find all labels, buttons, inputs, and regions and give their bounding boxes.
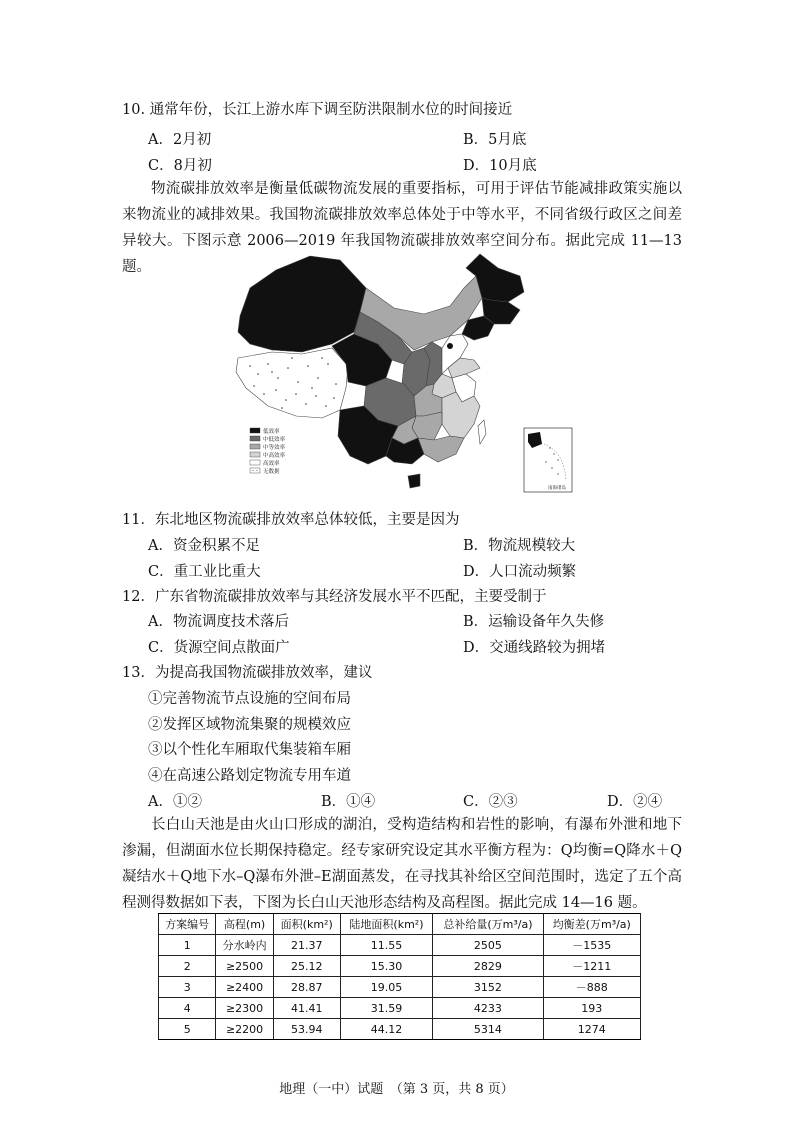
q13-item-3: ③以个性化车厢取代集装箱车厢 [148, 742, 351, 758]
cell: 19.05 [340, 977, 433, 998]
q12-option-a: A．物流调度技术落后 [148, 614, 289, 630]
svg-text:中等效率: 中等效率 [263, 445, 286, 451]
cell: －888 [543, 977, 640, 998]
svg-text:低效率: 低效率 [263, 429, 280, 435]
passage-tianchi: 长白山天池是由火山口形成的湖泊，受构造结构和岩性的影响，有瀑布外泄和地下渗漏，但湖面水位长期保持稳定。经专家研究设定其水平衡方程为：Q均衡=Q降水＋Q凝结水＋Q地下水–Q瀑布外泄–E湖面蒸发，在寻找其补给区空间范围时，选定了五个高程测得数据如下表，下图为长白山天池形态结构及高程图。据此完成 14—16 题。 [122, 817, 682, 911]
q13-stem: 13．为提高我国物流碳排放效率，建议 [122, 665, 373, 681]
svg-text:无数据: 无数据 [263, 469, 280, 475]
cell: 5 [159, 1019, 216, 1040]
cell: 31.59 [340, 998, 433, 1019]
cell: 2829 [433, 956, 543, 977]
col-header: 面积(km²) [273, 914, 340, 935]
q10-option-b: B．5月底 [463, 132, 527, 148]
cell: 53.94 [273, 1019, 340, 1040]
china-efficiency-map [228, 248, 580, 498]
cell: 3 [159, 977, 216, 998]
cell: －1535 [543, 935, 640, 956]
col-header: 总补给量(万m³/a) [433, 914, 543, 935]
cell: －1211 [543, 956, 640, 977]
q11-stem: 11．东北地区物流碳排放效率总体较低，主要是因为 [122, 512, 460, 528]
q13-item-2: ②发挥区域物流集聚的规模效应 [148, 717, 351, 733]
q13-option-b: B．①④ [321, 794, 376, 810]
q12-option-c: C．货源空间点散面广 [148, 640, 290, 656]
cell: 分水岭内 [216, 935, 273, 956]
cell: 3152 [433, 977, 543, 998]
passage-logistics: 物流碳排放效率是衡量低碳物流发展的重要指标，可用于评估节能减排政策实施以来物流业的减排效果。我国物流碳排放效率总体处于中等水平，不同省级行政区之间差异较大。下图示意 2006—2019 年我国物流碳排放效率空间分布。据此完成 11—13 题。 [122, 181, 682, 275]
col-header: 方案编号 [159, 914, 216, 935]
q13-item-4: ④在高速公路划定物流专用车道 [148, 768, 351, 784]
cell: 21.37 [273, 935, 340, 956]
cell: 4233 [433, 998, 543, 1019]
cell: 1 [159, 935, 216, 956]
q10-option-d: D．10月底 [463, 158, 537, 174]
cell: 4 [159, 998, 216, 1019]
table-row [159, 1019, 641, 1040]
svg-text:中高效率: 中高效率 [263, 453, 286, 459]
q11-option-d: D．人口流动频繁 [463, 564, 577, 580]
cell: 5314 [433, 1019, 543, 1040]
table-row [159, 935, 641, 956]
q11-option-c: C．重工业比重大 [148, 564, 261, 580]
q10-option-c: C．8月初 [148, 158, 212, 174]
q10-stem: 10. 通常年份，长江上游水库下调至防洪限制水位的时间接近 [122, 102, 513, 118]
q11-option-a: A．资金积累不足 [148, 538, 260, 554]
cell: 1274 [543, 1019, 640, 1040]
col-header: 高程(m) [216, 914, 273, 935]
q12-stem: 12．广东省物流碳排放效率与其经济发展水平不匹配，主要受制于 [122, 589, 547, 605]
cell: ≥2200 [216, 1019, 273, 1040]
q13-option-a: A．①② [148, 794, 202, 810]
cell: 15.30 [340, 956, 433, 977]
q11-option-b: B．物流规模较大 [463, 538, 576, 554]
q13-option-d: D．②④ [607, 794, 663, 810]
cell: 11.55 [340, 935, 433, 956]
q13-item-1: ①完善物流节点设施的空间布局 [148, 691, 351, 707]
cell: 25.12 [273, 956, 340, 977]
cell: ≥2400 [216, 977, 273, 998]
cell: 2 [159, 956, 216, 977]
svg-text:高效率: 高效率 [263, 461, 280, 467]
cell: 44.12 [340, 1019, 433, 1040]
elevation-data-table [158, 913, 641, 1040]
cell: ≥2300 [216, 998, 273, 1019]
table-row [159, 956, 641, 977]
map-legend [250, 427, 286, 475]
cell: ≥2500 [216, 956, 273, 977]
svg-text:南海诸岛: 南海诸岛 [548, 486, 566, 491]
q12-option-d: D．交通线路较为拥堵 [463, 640, 606, 656]
col-header: 均衡差(万m³/a) [543, 914, 640, 935]
table-row [159, 977, 641, 998]
table-row [159, 998, 641, 1019]
svg-text:中低效率: 中低效率 [263, 437, 286, 443]
cell: 41.41 [273, 998, 340, 1019]
col-header: 陆地面积(km²) [340, 914, 433, 935]
cell: 2505 [433, 935, 543, 956]
q10-option-a: A．2月初 [148, 132, 212, 148]
south-china-sea-inset [524, 428, 572, 492]
cell: 193 [543, 998, 640, 1019]
cell: 28.87 [273, 977, 340, 998]
q13-option-c: C．②③ [463, 794, 518, 810]
page-footer: 地理（一中）试题 （第 3 页，共 8 页） [279, 1082, 514, 1097]
q12-option-b: B．运输设备年久失修 [463, 614, 605, 630]
